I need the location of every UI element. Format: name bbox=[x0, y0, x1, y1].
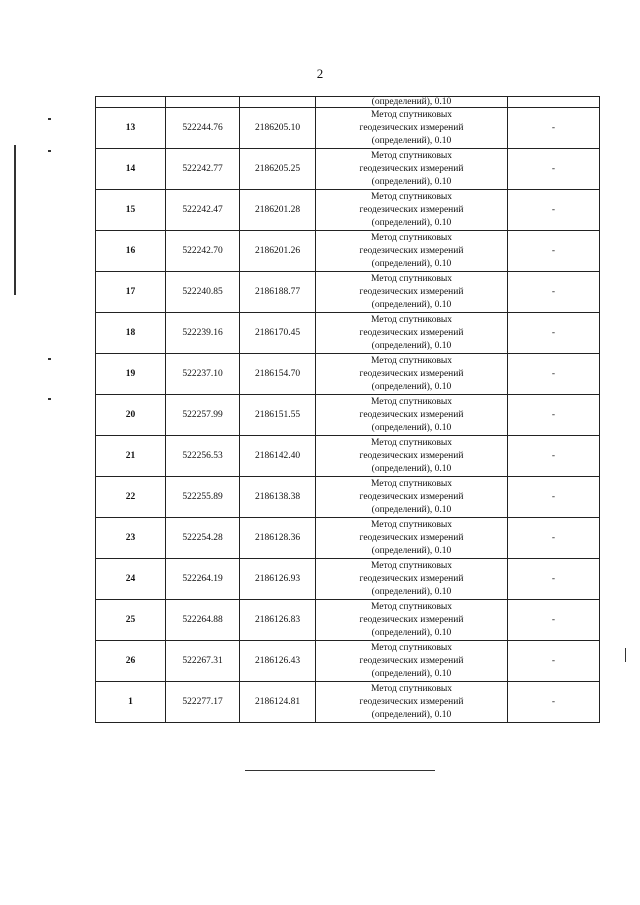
method-line: Метод спутниковых bbox=[370, 478, 453, 489]
method-cell bbox=[316, 641, 508, 682]
method-line: (определений), 0.10 bbox=[371, 586, 452, 597]
scan-mark bbox=[48, 150, 51, 152]
method-cell bbox=[316, 477, 508, 518]
y-coordinate-cell: 2186126.43 bbox=[240, 641, 316, 682]
method-line: геодезических измерений bbox=[359, 696, 464, 707]
x-coordinate-cell: 522242.77 bbox=[166, 149, 240, 190]
point-number-cell: 16 bbox=[96, 231, 166, 272]
note-cell: - bbox=[508, 559, 600, 600]
method-line: геодезических измерений bbox=[359, 245, 464, 256]
note-cell: - bbox=[508, 477, 600, 518]
method-line: Метод спутниковых bbox=[370, 396, 453, 407]
continuation-x-cell bbox=[166, 97, 240, 108]
note-cell: - bbox=[508, 641, 600, 682]
point-number-cell: 23 bbox=[96, 518, 166, 559]
y-coordinate-cell: 2186151.55 bbox=[240, 395, 316, 436]
method-line: геодезических измерений bbox=[359, 327, 464, 338]
y-coordinate-cell: 2186142.40 bbox=[240, 436, 316, 477]
method-line: геодезических измерений bbox=[359, 163, 464, 174]
continuation-row bbox=[96, 97, 600, 108]
method-cell bbox=[316, 231, 508, 272]
x-coordinate-cell: 522237.10 bbox=[166, 354, 240, 395]
table-row bbox=[96, 231, 600, 272]
table-row bbox=[96, 313, 600, 354]
y-coordinate-cell: 2186124.81 bbox=[240, 682, 316, 723]
method-cell bbox=[316, 272, 508, 313]
method-line: геодезических измерений bbox=[359, 491, 464, 502]
scan-mark bbox=[48, 398, 51, 400]
x-coordinate-cell: 522257.99 bbox=[166, 395, 240, 436]
method-line: Метод спутниковых bbox=[370, 683, 453, 694]
method-line: геодезических измерений bbox=[359, 614, 464, 625]
method-line: геодезических измерений bbox=[359, 573, 464, 584]
y-coordinate-cell: 2186205.25 bbox=[240, 149, 316, 190]
method-line: (определений), 0.10 bbox=[371, 709, 452, 720]
method-line: (определений), 0.10 bbox=[371, 135, 452, 146]
y-coordinate-cell: 2186170.45 bbox=[240, 313, 316, 354]
method-cell bbox=[316, 395, 508, 436]
method-cell bbox=[316, 436, 508, 477]
table-row bbox=[96, 682, 600, 723]
point-number-cell: 21 bbox=[96, 436, 166, 477]
table-row bbox=[96, 395, 600, 436]
method-line: Метод спутниковых bbox=[370, 273, 453, 284]
point-number-cell: 13 bbox=[96, 108, 166, 149]
y-coordinate-cell: 2186126.93 bbox=[240, 559, 316, 600]
continuation-num-cell bbox=[96, 97, 166, 108]
note-cell: - bbox=[508, 272, 600, 313]
point-number-cell: 20 bbox=[96, 395, 166, 436]
method-cell bbox=[316, 190, 508, 231]
method-line: геодезических измерений bbox=[359, 368, 464, 379]
note-cell: - bbox=[508, 395, 600, 436]
table-row bbox=[96, 272, 600, 313]
scan-mark bbox=[48, 118, 51, 120]
x-coordinate-cell: 522244.76 bbox=[166, 108, 240, 149]
method-line: геодезических измерений bbox=[359, 409, 464, 420]
x-coordinate-cell: 522242.70 bbox=[166, 231, 240, 272]
method-line: (определений), 0.10 bbox=[371, 463, 452, 474]
y-coordinate-cell: 2186128.36 bbox=[240, 518, 316, 559]
point-number-cell: 1 bbox=[96, 682, 166, 723]
y-coordinate-cell: 2186154.70 bbox=[240, 354, 316, 395]
method-line: геодезических измерений bbox=[359, 286, 464, 297]
table-row bbox=[96, 149, 600, 190]
x-coordinate-cell: 522239.16 bbox=[166, 313, 240, 354]
method-line: Метод спутниковых bbox=[370, 150, 453, 161]
method-line: Метод спутниковых bbox=[370, 191, 453, 202]
method-line: геодезических измерений bbox=[359, 450, 464, 461]
x-coordinate-cell: 522264.19 bbox=[166, 559, 240, 600]
method-line: (определений), 0.10 bbox=[371, 668, 452, 679]
note-cell: - bbox=[508, 354, 600, 395]
x-coordinate-cell: 522256.53 bbox=[166, 436, 240, 477]
note-cell: - bbox=[508, 682, 600, 723]
x-coordinate-cell: 522267.31 bbox=[166, 641, 240, 682]
method-line: геодезических измерений bbox=[359, 655, 464, 666]
note-cell: - bbox=[508, 518, 600, 559]
table-row bbox=[96, 518, 600, 559]
method-line: (определений), 0.10 bbox=[371, 627, 452, 638]
method-cell bbox=[316, 682, 508, 723]
point-number-cell: 26 bbox=[96, 641, 166, 682]
table-row bbox=[96, 559, 600, 600]
point-number-cell: 22 bbox=[96, 477, 166, 518]
note-cell: - bbox=[508, 436, 600, 477]
scan-mark bbox=[625, 648, 626, 662]
note-cell: - bbox=[508, 231, 600, 272]
method-line: (определений), 0.10 bbox=[371, 176, 452, 187]
y-coordinate-cell: 2186126.83 bbox=[240, 600, 316, 641]
page-number: 2 bbox=[316, 66, 324, 81]
method-line: (определений), 0.10 bbox=[371, 217, 452, 228]
table-row bbox=[96, 190, 600, 231]
x-coordinate-cell: 522240.85 bbox=[166, 272, 240, 313]
closing-line bbox=[245, 770, 435, 771]
method-line: Метод спутниковых bbox=[370, 642, 453, 653]
method-cell bbox=[316, 108, 508, 149]
method-line: Метод спутниковых bbox=[370, 519, 453, 530]
method-line: геодезических измерений bbox=[359, 122, 464, 133]
method-cell bbox=[316, 600, 508, 641]
method-line: Метод спутниковых bbox=[370, 355, 453, 366]
y-coordinate-cell: 2186188.77 bbox=[240, 272, 316, 313]
note-cell: - bbox=[508, 313, 600, 354]
method-line: (определений), 0.10 bbox=[371, 258, 452, 269]
method-line: Метод спутниковых bbox=[370, 232, 453, 243]
coordinates-table bbox=[95, 96, 600, 723]
point-number-cell: 14 bbox=[96, 149, 166, 190]
point-number-cell: 18 bbox=[96, 313, 166, 354]
y-coordinate-cell: 2186205.10 bbox=[240, 108, 316, 149]
continuation-method-cell: (определений), 0.10 bbox=[316, 97, 508, 108]
method-line: (определений), 0.10 bbox=[371, 545, 452, 556]
note-cell: - bbox=[508, 600, 600, 641]
scan-mark bbox=[48, 358, 51, 360]
point-number-cell: 25 bbox=[96, 600, 166, 641]
x-coordinate-cell: 522242.47 bbox=[166, 190, 240, 231]
y-coordinate-cell: 2186201.26 bbox=[240, 231, 316, 272]
method-cell bbox=[316, 313, 508, 354]
point-number-cell: 17 bbox=[96, 272, 166, 313]
table-row bbox=[96, 641, 600, 682]
table-row bbox=[96, 600, 600, 641]
continuation-note-cell bbox=[508, 97, 600, 108]
method-line: (определений), 0.10 bbox=[371, 381, 452, 392]
method-line: Метод спутниковых bbox=[370, 109, 453, 120]
table-row bbox=[96, 354, 600, 395]
method-line: геодезических измерений bbox=[359, 204, 464, 215]
method-line: (определений), 0.10 bbox=[371, 504, 452, 515]
method-line: (определений), 0.10 bbox=[371, 299, 452, 310]
method-cell bbox=[316, 354, 508, 395]
scan-mark bbox=[14, 145, 16, 295]
note-cell: - bbox=[508, 149, 600, 190]
method-cell bbox=[316, 518, 508, 559]
x-coordinate-cell: 522264.88 bbox=[166, 600, 240, 641]
point-number-cell: 24 bbox=[96, 559, 166, 600]
note-cell: - bbox=[508, 190, 600, 231]
method-line: Метод спутниковых bbox=[370, 560, 453, 571]
method-line: Метод спутниковых bbox=[370, 601, 453, 612]
method-line: Метод спутниковых bbox=[370, 437, 453, 448]
note-cell: - bbox=[508, 108, 600, 149]
method-line: (определений), 0.10 bbox=[371, 422, 452, 433]
x-coordinate-cell: 522255.89 bbox=[166, 477, 240, 518]
method-cell bbox=[316, 149, 508, 190]
y-coordinate-cell: 2186138.38 bbox=[240, 477, 316, 518]
method-line: геодезических измерений bbox=[359, 532, 464, 543]
table-row bbox=[96, 108, 600, 149]
point-number-cell: 15 bbox=[96, 190, 166, 231]
table-row bbox=[96, 477, 600, 518]
x-coordinate-cell: 522254.28 bbox=[166, 518, 240, 559]
method-cell bbox=[316, 559, 508, 600]
continuation-y-cell bbox=[240, 97, 316, 108]
y-coordinate-cell: 2186201.28 bbox=[240, 190, 316, 231]
method-line: Метод спутниковых bbox=[370, 314, 453, 325]
method-line: (определений), 0.10 bbox=[371, 340, 452, 351]
coordinates-table-body bbox=[96, 97, 600, 723]
point-number-cell: 19 bbox=[96, 354, 166, 395]
table-row bbox=[96, 436, 600, 477]
x-coordinate-cell: 522277.17 bbox=[166, 682, 240, 723]
